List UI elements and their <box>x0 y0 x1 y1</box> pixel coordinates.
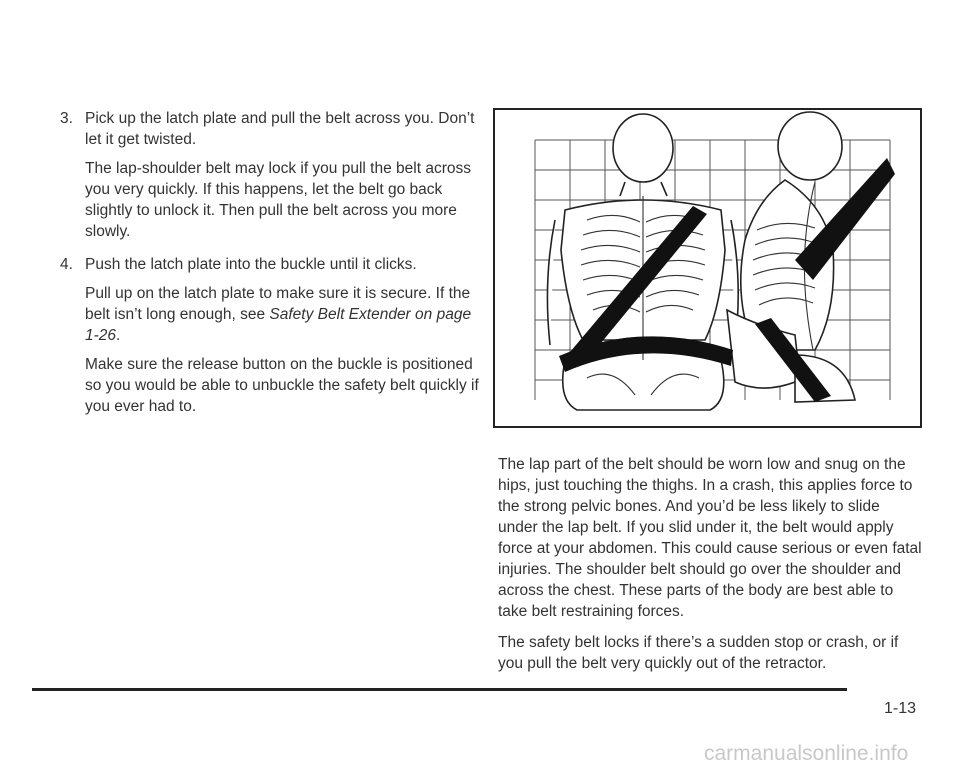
step-lead: Push the latch plate into the buckle until it clicks. <box>85 256 417 273</box>
explanation-column <box>498 454 923 684</box>
watermark: carmanualsonline.info <box>704 742 909 765</box>
step-body <box>85 254 480 425</box>
instruction-column <box>60 108 480 429</box>
step-3 <box>60 108 480 250</box>
step-lead: Pick up the latch plate and pull the belt across you. Don’t let it get twisted. <box>85 110 475 148</box>
step-4 <box>60 254 480 425</box>
skeleton-belt-illustration <box>493 108 922 428</box>
footer-rule <box>32 688 847 691</box>
step-paragraph: The lap-shoulder belt may lock if you pull the belt across you very quickly. If this happens, let the belt go back slightly to unlock it. Then pull the belt across you more slowly. <box>85 160 471 240</box>
step-paragraph-end: . <box>116 327 121 344</box>
step-paragraph: Make sure the release button on the buckle is positioned so you would be able to unbuckle the safety belt quickly if you ever had to. <box>85 356 479 415</box>
body-paragraph: The lap part of the belt should be worn low and snug on the hips, just touching the thighs. In a crash, this applies force to the strong pelvic bones. And you’d be less likely to slide under the lap belt. If you slid under it, the belt would apply force at your abdomen. This could cause serious or even fatal injuries. The shoulder belt should go over the shoulder and across the chest. These parts of the body are best able to take belt restraining forces. <box>498 456 922 620</box>
step-paragraph <box>85 283 480 346</box>
skeleton-belt-drawing <box>495 110 920 426</box>
step-body <box>85 108 480 250</box>
step-paragraph-text: Pull up on the latch plate to make sure it is secure. If the belt isn’t long enough, see <box>85 285 471 323</box>
step-number: 4. <box>60 256 73 273</box>
body-paragraph: The safety belt locks if there’s a sudden stop or crash, or if you pull the belt very quickly out of the retractor. <box>498 634 899 672</box>
step-number: 3. <box>60 110 73 127</box>
page-number: 1-13 <box>884 700 917 717</box>
cross-reference-link[interactable]: Safety Belt Extender on page 1-26 <box>85 306 472 344</box>
